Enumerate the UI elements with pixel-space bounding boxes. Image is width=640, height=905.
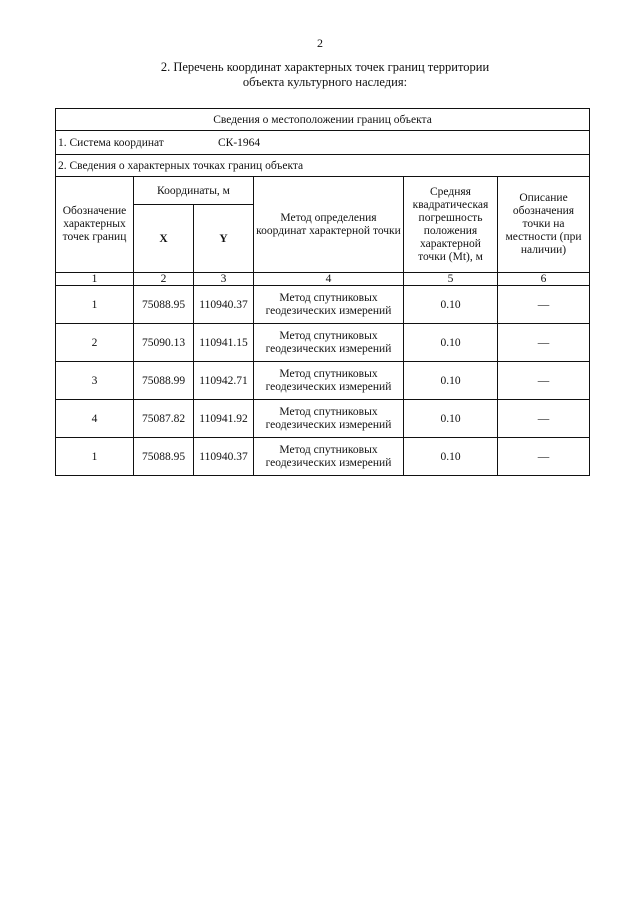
method-cell: Метод спутниковых геодезических измерений: [254, 286, 404, 324]
point-number-cell: 2: [56, 324, 134, 362]
section-row: [56, 155, 590, 177]
table-row: [56, 286, 590, 324]
header-y: Y: [194, 205, 254, 273]
x-coordinate-cell: 75088.99: [134, 362, 194, 400]
column-number: 6: [498, 273, 590, 286]
description-cell: —: [498, 362, 590, 400]
header-method: Метод определения координат характерной точки: [254, 177, 404, 273]
coordinate-system-row: [56, 131, 590, 155]
column-number: 3: [194, 273, 254, 286]
header-row-1: [56, 177, 590, 205]
method-cell: Метод спутниковых геодезических измерений: [254, 324, 404, 362]
coordinate-system-label: 1. Система координат: [58, 136, 164, 149]
point-number-cell: 3: [56, 362, 134, 400]
header-designation: Обозначение характерных точек границ: [56, 177, 134, 273]
table-title-row: [56, 109, 590, 131]
point-number-cell: 1: [56, 438, 134, 476]
x-coordinate-cell: 75088.95: [134, 438, 194, 476]
y-coordinate-cell: 110940.37: [194, 438, 254, 476]
error-cell: 0.10: [404, 400, 498, 438]
description-cell: —: [498, 400, 590, 438]
x-coordinate-cell: 75087.82: [134, 400, 194, 438]
y-coordinate-cell: 110940.37: [194, 286, 254, 324]
column-number: 2: [134, 273, 194, 286]
x-coordinate-cell: 75090.13: [134, 324, 194, 362]
document-heading: [120, 60, 530, 90]
section-title: 2. Сведения о характерных точках границ объекта: [56, 155, 590, 177]
y-coordinate-cell: 110941.92: [194, 400, 254, 438]
header-coordinates: Координаты, м: [134, 177, 254, 205]
table-title: Сведения о местоположении границ объекта: [56, 109, 590, 131]
point-number-cell: 1: [56, 286, 134, 324]
x-coordinate-cell: 75088.95: [134, 286, 194, 324]
error-cell: 0.10: [404, 362, 498, 400]
description-cell: —: [498, 324, 590, 362]
table-row: [56, 362, 590, 400]
header-description: Описание обозначения точки на местности (при наличии): [498, 177, 590, 273]
column-number: 4: [254, 273, 404, 286]
header-error: Средняя квадратическая погрешность положения характерной точки (Mt), м: [404, 177, 498, 273]
coordinate-system-value: СК-1964: [218, 136, 261, 149]
page-number: 2: [317, 36, 323, 50]
coordinate-system-cell: [56, 131, 590, 155]
error-cell: 0.10: [404, 324, 498, 362]
boundary-coordinates-table: [55, 108, 590, 476]
column-number: 5: [404, 273, 498, 286]
method-cell: Метод спутниковых геодезических измерений: [254, 400, 404, 438]
description-cell: —: [498, 286, 590, 324]
error-cell: 0.10: [404, 438, 498, 476]
column-number: 1: [56, 273, 134, 286]
heading-line-1: 2. Перечень координат характерных точек границ территории: [160, 60, 490, 74]
column-number-row: [56, 273, 590, 286]
error-cell: 0.10: [404, 286, 498, 324]
point-number-cell: 4: [56, 400, 134, 438]
header-x: X: [134, 205, 194, 273]
table-row: [56, 438, 590, 476]
heading-line-2: объекта культурного наследия:: [242, 75, 408, 89]
description-cell: —: [498, 438, 590, 476]
method-cell: Метод спутниковых геодезических измерений: [254, 438, 404, 476]
y-coordinate-cell: 110942.71: [194, 362, 254, 400]
table-row: [56, 400, 590, 438]
method-cell: Метод спутниковых геодезических измерений: [254, 362, 404, 400]
y-coordinate-cell: 110941.15: [194, 324, 254, 362]
table-row: [56, 324, 590, 362]
